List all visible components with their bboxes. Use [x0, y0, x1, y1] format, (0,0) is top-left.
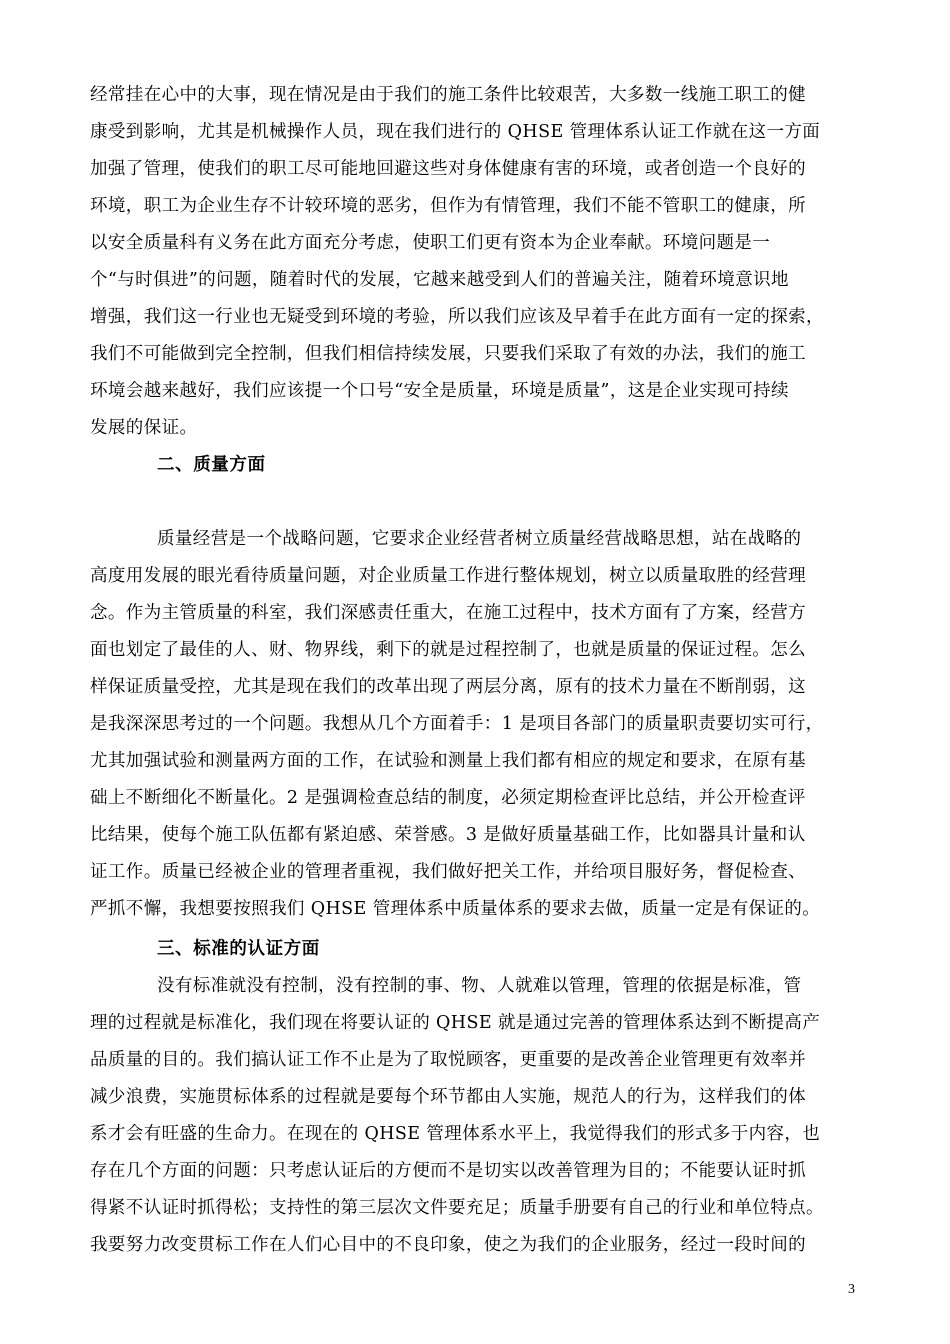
paragraph-line: 经常挂在心中的大事，现在情况是由于我们的施工条件比较艰苦，大多数一线施工职工的健 [90, 85, 806, 105]
paragraph-line: 品质量的目的。我们搞认证工作不止是为了取悦顾客，更重要的是改善企业管理更有效率并 [90, 1050, 806, 1070]
paragraph-line: 高度用发展的眼光看待质量问题，对企业质量工作进行整体规划，树立以质量取胜的经营理 [90, 566, 806, 586]
paragraph-line: 没有标准就没有控制，没有控制的事、物、人就难以管理，管理的依据是标准，管 [157, 976, 802, 996]
paragraph-line: 严抓不懈，我想要按照我们 QHSE 管理体系中质量体系的要求去做，质量一定是有保证的。 [90, 899, 821, 919]
paragraph-line: 得紧不认证时抓得松；支持性的第三层次文件要充足；质量手册要有自己的行业和单位特点。 [90, 1198, 824, 1218]
paragraph-line: 质量经营是一个战略问题，它要求企业经营者树立质量经营战略思想，站在战略的 [157, 529, 802, 549]
paragraph-line: 比结果，使每个施工队伍都有紧迫感、荣誉感。3 是做好质量基础工作，比如器具计量和认 [90, 825, 806, 845]
paragraph-line: 系才会有旺盛的生命力。在现在的 QHSE 管理体系水平上，我觉得我们的形式多于内容，也 [90, 1124, 821, 1144]
page-number: 3 [848, 1282, 855, 1297]
paragraph-line: 减少浪费，实施贯标体系的过程就是要每个环节都由人实施，规范人的行为，这样我们的体 [90, 1087, 806, 1107]
paragraph-line: 样保证质量受控，尤其是现在我们的改革出现了两层分离，原有的技术力量在不断削弱，这 [90, 677, 806, 697]
paragraph-line: 我要努力改变贯标工作在人们心目中的不良印象，使之为我们的企业服务，经过一段时间的 [90, 1235, 806, 1255]
paragraph-line: 础上不断细化不断量化。2 是强调检查总结的制度，必须定期检查评比总结，并公开检查评 [90, 788, 806, 808]
section-heading-quality: 二、质量方面 [157, 455, 266, 475]
paragraph-line: 理的过程就是标准化，我们现在将要认证的 QHSE 就是通过完善的管理体系达到不断提高产 [90, 1013, 821, 1033]
paragraph-line: 存在几个方面的问题：只考虑认证后的方便而不是切实以改善管理为目的；不能要认证时抓 [90, 1161, 806, 1181]
paragraph-line: 环境，职工为企业生存不计较环境的恶劣，但作为有情管理，我们不能不管职工的健康，所 [90, 196, 806, 216]
paragraph-line: 康受到影响，尤其是机械操作人员，现在我们进行的 QHSE 管理体系认证工作就在这一方面 [90, 122, 821, 142]
paragraph-line: 增强，我们这一行业也无疑受到环境的考验，所以我们应该及早着手在此方面有一定的探索， [90, 307, 824, 327]
paragraph-line: 个“与时俱进”的问题，随着时代的发展，它越来越受到人们的普遍关注，随着环境意识地 [90, 270, 789, 290]
section-heading-standards: 三、标准的认证方面 [157, 939, 320, 959]
paragraph-line: 我们不可能做到完全控制，但我们相信持续发展，只要我们采取了有效的办法，我们的施工 [90, 344, 806, 364]
paragraph-line: 面也划定了最佳的人、财、物界线，剩下的就是过程控制了，也就是质量的保证过程。怎么 [90, 640, 806, 660]
paragraph-line: 加强了管理，使我们的职工尽可能地回避这些对身体健康有害的环境，或者创造一个良好的 [90, 159, 806, 179]
paragraph-line: 发展的保证。 [90, 418, 198, 438]
paragraph-line: 尤其加强试验和测量两方面的工作，在试验和测量上我们都有相应的规定和要求，在原有基 [90, 751, 806, 771]
paragraph-line: 证工作。质量已经被企业的管理者重视，我们做好把关工作，并给项目服好务，督促检查、 [90, 862, 806, 882]
paragraph-line: 以安全质量科有义务在此方面充分考虑，使职工们更有资本为企业奉献。环境问题是一 [90, 233, 771, 253]
paragraph-line: 环境会越来越好，我们应该提一个口号“安全是质量，环境是质量”，这是企业实现可持续 [90, 381, 789, 401]
paragraph-line: 念。作为主管质量的科室，我们深感责任重大，在施工过程中，技术方面有了方案，经营方 [90, 603, 806, 623]
paragraph-line: 是我深深思考过的一个问题。我想从几个方面着手：1 是项目各部门的质量职责要切实可行， [90, 714, 824, 734]
